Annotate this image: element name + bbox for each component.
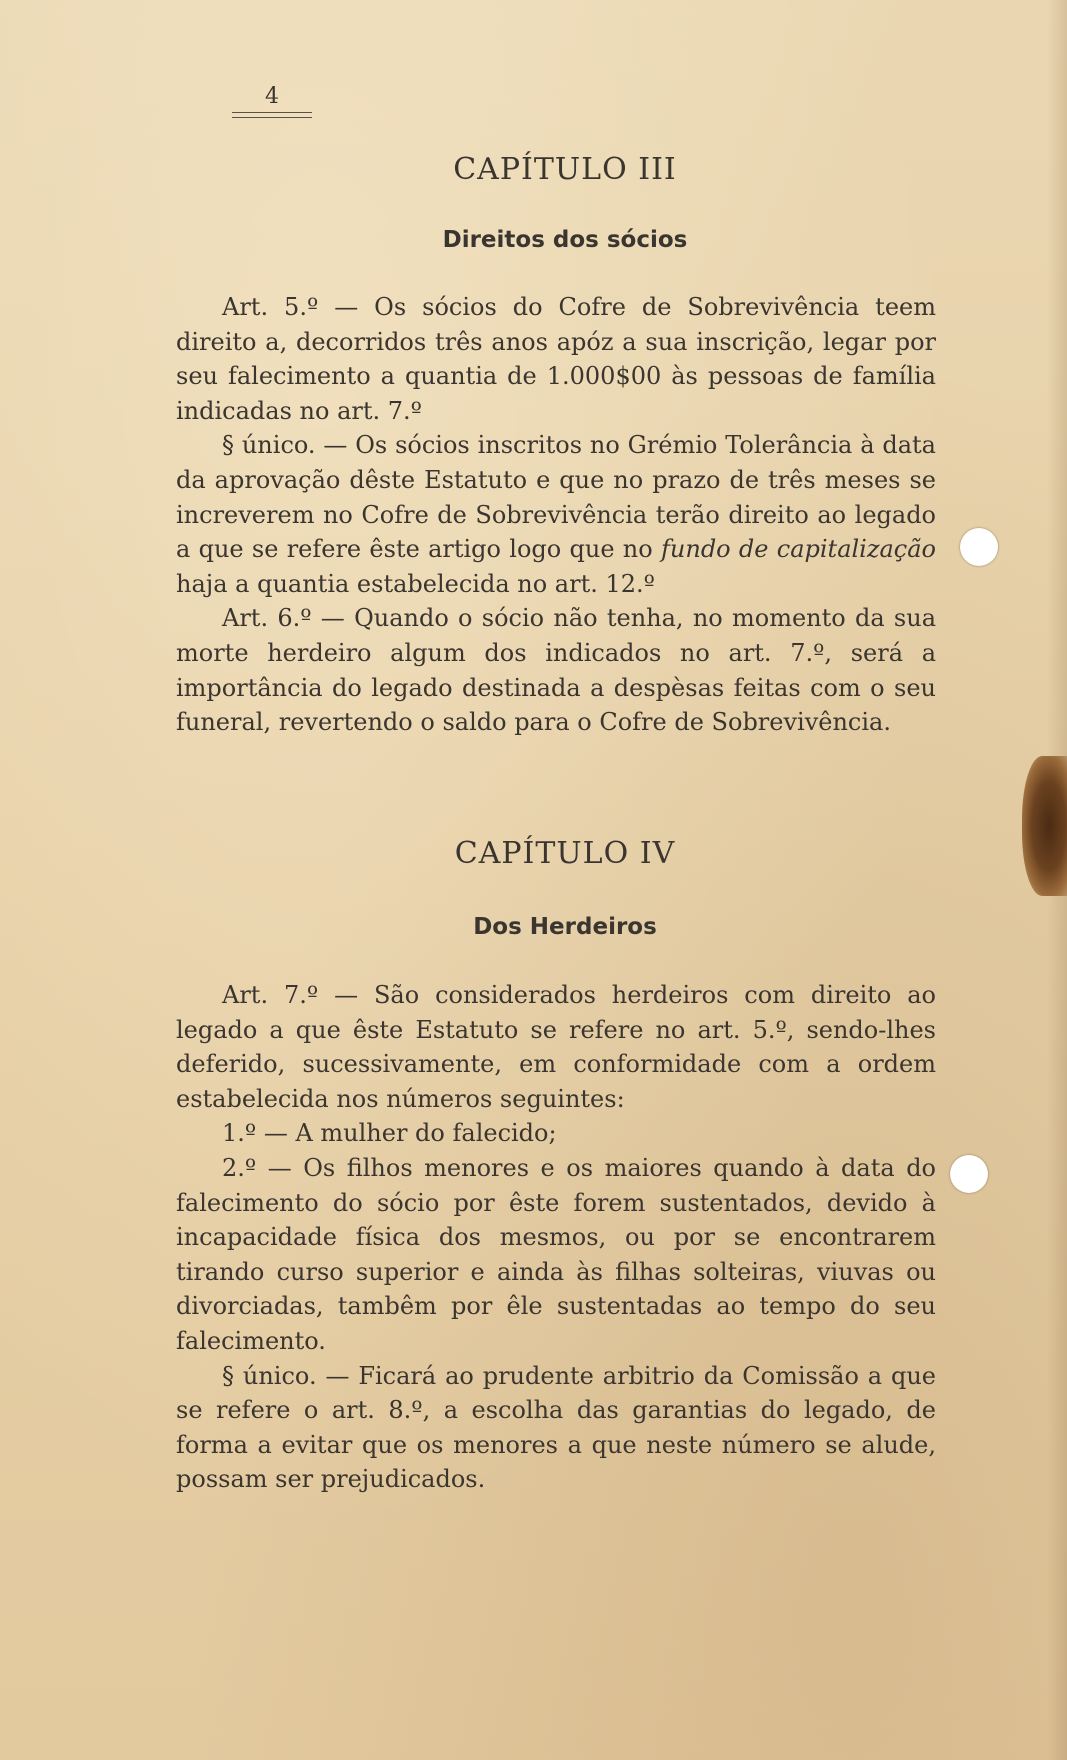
page-number-rule xyxy=(232,112,312,118)
chapter-3-body xyxy=(176,290,936,740)
article-5-paragraph-unico xyxy=(176,428,936,601)
chapter-3-title: CAPÍTULO III xyxy=(453,152,677,187)
article-6: Art. 6.º — Quando o sócio não tenha, no momento da sua morte herdeiro algum dos indicados no art. 7.º, será a importância do legado destinada a despèsas feitas com o seu funeral, revertendo o saldo para o Cofre de Sobrevivência. xyxy=(176,604,936,737)
chapter-4-subtitle: Dos Herdeiros xyxy=(473,914,657,940)
punch-hole-lower xyxy=(950,1155,988,1193)
chapter-4-body xyxy=(176,978,936,1497)
article-5-paragraph-unico-end: haja a quantia estabelecida no art. 12.º xyxy=(176,569,655,598)
punch-hole-upper xyxy=(960,528,998,566)
chapter-3-subtitle: Direitos dos sócios xyxy=(442,227,688,253)
edge-stain xyxy=(1022,756,1067,896)
article-5: Art. 5.º — Os sócios do Cofre de Sobrevivência teem direito a, decorridos três anos apóz a sua inscrição, legar por seu falecimento a quantia de 1.000$00 às pessoas de família indicadas no art. 7.º xyxy=(176,293,936,425)
chapter-4-title: CAPÍTULO IV xyxy=(454,836,676,871)
article-7: Art. 7.º — São considerados herdeiros com direito ao legado a que êste Estatuto se refere no art. 5.º, sendo-lhes deferido, sucessivamente, em conformidade com a ordem estabelecida nos números seguintes: xyxy=(176,981,936,1113)
italic-phrase: fundo de capitalização xyxy=(661,535,937,564)
page-number: 4 xyxy=(265,84,279,109)
article-5-paragraph-unico-text: § único. — Os sócios inscritos no Grémio Tolerância à data da aprovação dêste Estatuto e que no prazo de três meses se increverem no Cofre de Sobrevivência terão direito ao legado a que se refere êste artigo logo que no xyxy=(176,431,936,564)
article-7-paragraph-unico: § único. — Ficará ao prudente arbitrio da Comissão a que se refere o art. 8.º, a escolha das garantias do legado, de forma a evitar que os menores a que neste número se alude, possam ser prejudicados. xyxy=(176,1361,936,1494)
article-7-item-2: 2.º — Os filhos menores e os maiores quando à data do falecimento do sócio por êste forem sustentados, devido à incapacidade física dos mesmos, ou por se encontrarem tirando curso superior e ainda às filhas solteiras, viuvas ou divorciadas, tambêm por êle sustentadas ao tempo do seu falecimento. xyxy=(176,1153,936,1355)
article-7-item-1: 1.º — A mulher do falecido; xyxy=(222,1119,557,1148)
